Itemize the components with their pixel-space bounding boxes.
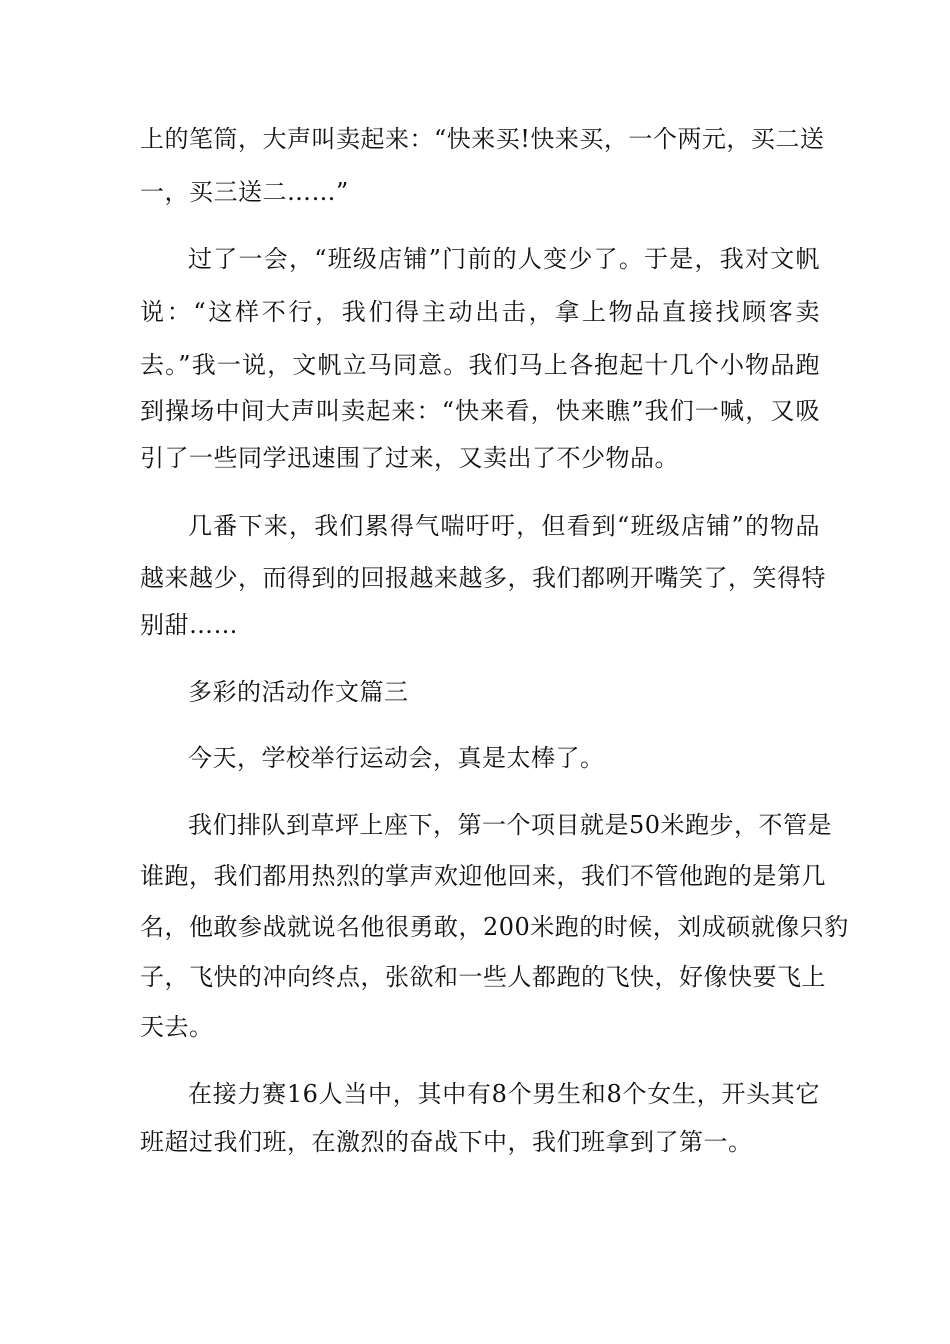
paragraph-5-line-1: 我们排队到草坪上座下，第一个项目就是50米跑步，不管是: [188, 811, 833, 839]
paragraph-5-line-2: 谁跑，我们都用热烈的掌声欢迎他回来，我们不管他跑的是第几: [140, 862, 826, 890]
paragraph-3-line-1: 几番下来，我们累得气喘吁吁，但看到“班级店铺”的物品: [188, 512, 820, 540]
paragraph-3-line-3: 别甜……: [140, 611, 238, 639]
paragraph-2-line-3: 去。”我一说，文帆立马同意。我们马上各抱起十几个小物品跑: [140, 351, 820, 379]
paragraph-1-line-1: 上的笔筒，大声叫卖起来：“快来买!快来买，一个两元，买二送: [140, 125, 825, 153]
paragraph-6-line-1: 在接力赛16人当中，其中有8个男生和8个女生，开头其它: [188, 1080, 820, 1108]
paragraph-1-line-2: 一，买三送二……”: [140, 178, 349, 206]
paragraph-6-line-2: 班超过我们班，在激烈的奋战下中，我们班拿到了第一。: [140, 1128, 753, 1156]
paragraph-5-line-3: 名，他敢参战就说名他很勇敢，200米跑的时候，刘成硕就像只豹: [140, 913, 849, 941]
paragraph-3-line-2: 越来越少，而得到的回报越来越多，我们都咧开嘴笑了，笑得特: [140, 564, 826, 592]
paragraph-2-line-1: 过了一会，“班级店铺”门前的人变少了。于是，我对文帆: [188, 245, 820, 273]
paragraph-2-line-2: 说：“这样不行，我们得主动出击，拿上物品直接找顾客卖: [140, 298, 820, 326]
paragraph-5-line-5: 天去。: [140, 1013, 214, 1041]
paragraph-2-line-5: 引了一些同学迅速围了过来，又卖出了不少物品。: [140, 444, 679, 472]
paragraph-5-line-4: 子，飞快的冲向终点，张欲和一些人都跑的飞快，好像快要飞上: [140, 963, 826, 991]
paragraph-4-line-1: 今天，学校举行运动会，真是太棒了。: [188, 744, 605, 772]
section-heading: 多彩的活动作文篇三: [188, 678, 409, 706]
paragraph-2-line-4: 到操场中间大声叫卖起来：“快来看，快来瞧”我们一喊，又吸: [140, 397, 820, 425]
